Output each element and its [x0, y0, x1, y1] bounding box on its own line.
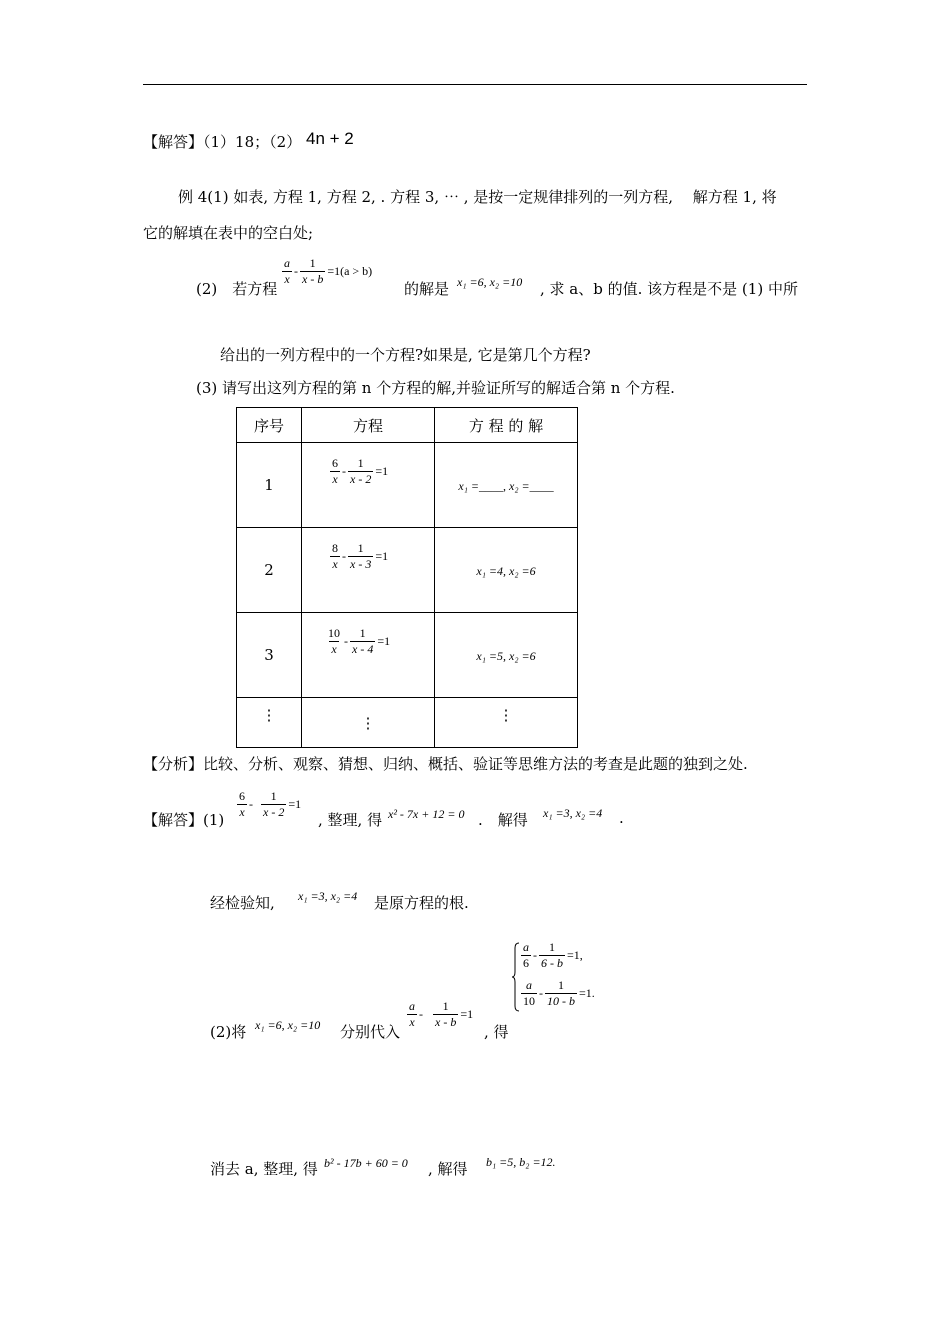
answer-label: 【解答】: [143, 133, 204, 151]
row-equation: $\frac{8}{x}$ - $\frac{1}{x - 3}$ =1: [302, 528, 435, 613]
row-solution: x₁ =5, x₂ =6: [435, 613, 578, 698]
header-rule: [143, 84, 807, 85]
example-line-1: 例 4(1) 如表, 方程 1, 方程 2, . 方程 3, ⋯ , 是按一定规律排列的一列方程, 解方程 1, 将: [178, 188, 777, 206]
solution-end: .: [619, 809, 624, 827]
header-solution: 方 程 的 解: [435, 408, 578, 443]
system-equation-2: $\frac{a}{10}$ - $\frac{1}{10 - b}$ =1.: [523, 978, 595, 1008]
q2-suffix: , 求 a、b 的值. 该方程是不是 (1) 中所: [540, 280, 798, 298]
analysis-line: [143, 753, 748, 774]
ellipsis-cell: ⋮: [435, 698, 578, 748]
answer-expression: 4n + 2: [305, 129, 354, 148]
table-row: [237, 443, 578, 528]
p2-get: , 得: [484, 1023, 509, 1041]
row-index: 3: [237, 613, 302, 698]
analysis-label: 【分析】: [143, 755, 204, 773]
row-index: 2: [237, 528, 302, 613]
q2-mid: 的解是: [404, 280, 450, 298]
ellipsis-cell: ⋮: [302, 698, 435, 748]
elim-equation: b² - 17b + 60 = 0: [324, 1156, 408, 1170]
check-prefix: 经检验知,: [210, 894, 275, 912]
table-header-row: [237, 408, 578, 443]
q2-solution: x₁ =6, x₂ =10: [457, 275, 523, 289]
elim-roots: b₁ =5, b₂ =12.: [486, 1155, 556, 1169]
solution-quadratic: x² - 7x + 12 = 0: [388, 807, 465, 821]
equation-table: [236, 407, 578, 748]
answer-parts: （1）18；（2）: [203, 133, 302, 151]
table-row-ellipsis: [237, 698, 578, 748]
p2-prefix: (2)将: [210, 1023, 247, 1041]
p2-mid: 分别代入: [340, 1023, 401, 1041]
row-solution: x₁ =____, x₂ =____: [435, 443, 578, 528]
answer-line: [143, 131, 354, 152]
solution-equation-1: $\frac{6}{x}$ - $\frac{1}{x - 2}$ =1: [239, 789, 302, 819]
analysis-text: 比较、分析、观察、猜想、归纳、概括、验证等思维方法的考查是此题的独到之处.: [203, 755, 748, 773]
solution-roots: x₁ =3, x₂ =4: [543, 806, 603, 820]
system-equation-1: $\frac{a}{6}$ - $\frac{1}{6 - b}$ =1,: [523, 940, 583, 970]
check-roots: x₁ =3, x₂ =4: [298, 889, 358, 903]
q2-formula: $\frac{a}{x}$ - $\frac{1}{x - b}$ =1(a > b): [284, 256, 373, 286]
check-suffix: 是原方程的根.: [374, 894, 469, 912]
header-equation: 方程: [302, 408, 435, 443]
p2-formula: $\frac{a}{x}$ - $\frac{1}{x - b}$ =1: [409, 999, 474, 1029]
solution-solve: . 解得: [478, 811, 528, 829]
solution-label: 【解答】(1): [143, 811, 225, 829]
solution-mid: , 整理, 得: [318, 811, 383, 829]
q2-line-2: 给出的一列方程中的一个方程?如果是, 它是第几个方程?: [220, 346, 591, 364]
header-index: 序号: [237, 408, 302, 443]
elim-mid: , 解得: [428, 1160, 468, 1178]
row-index: 1: [237, 443, 302, 528]
row-solution: x₁ =4, x₂ =6: [435, 528, 578, 613]
elim-prefix: 消去 a, 整理, 得: [210, 1160, 318, 1178]
example-line-2: 它的解填在表中的空白处;: [143, 224, 314, 242]
p2-roots: x₁ =6, x₂ =10: [255, 1018, 321, 1032]
table-row: [237, 613, 578, 698]
q2-prefix: (2) 若方程: [196, 280, 278, 298]
table-row: [237, 528, 578, 613]
q3-line: (3) 请写出这列方程的第 n 个方程的解,并验证所写的解适合第 n 个方程.: [196, 379, 675, 397]
brace-icon: [512, 942, 520, 1012]
ellipsis-cell: ⋮: [237, 698, 302, 748]
row-equation: $\frac{10}{x}$ - $\frac{1}{x - 4}$ =1: [302, 613, 435, 698]
row-equation: $\frac{6}{x}$ - $\frac{1}{x - 2}$ =1: [302, 443, 435, 528]
